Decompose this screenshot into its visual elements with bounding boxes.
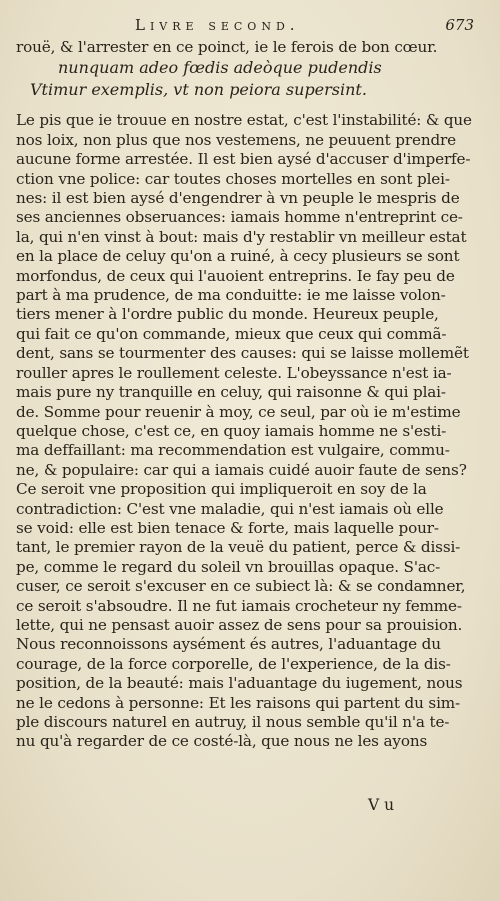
- text-line: Le pis que ie trouue en nostre estat, c'est l'instabilité: & que: [16, 111, 472, 130]
- quote-line: nunquam adeo fœdis adeòque pudendis: [58, 58, 382, 78]
- text-line: rouller apres le roullement celeste. L'obeyssance n'est ia-: [16, 363, 452, 382]
- text-line: ses anciennes obseruances: iamais homme n'entreprint ce-: [16, 208, 463, 227]
- text-line: mais pure ny tranquille en celuy, qui raisonne & qui plai-: [16, 383, 446, 402]
- text-line: tiers mener à l'ordre public du monde. Heureux peuple,: [16, 305, 439, 324]
- spacer: [16, 101, 472, 111]
- text-line: la, qui n'en vinst à bout: mais d'y restablir vn meilleur estat: [16, 227, 467, 246]
- text-line: de. Somme pour reuenir à moy, ce seul, par où ie m'estime: [16, 402, 461, 421]
- text-line: qui fait ce qu'on commande, mieux que ceux qui commã-: [16, 324, 447, 343]
- text-line: Ce seroit vne proposition qui impliqueroit en soy de la: [16, 480, 427, 499]
- text-line: nes: il est bien aysé d'engendrer à vn peuple le mespris de: [16, 189, 460, 208]
- text-line: ma deffaillant: ma recommendation est vulgaire, commu-: [16, 441, 450, 460]
- paragraph: [16, 111, 472, 751]
- text-line: aucune forme arrestée. Il est bien aysé d'accuser d'imperfe-: [16, 150, 471, 169]
- text-line: ction vne police: car toutes choses mortelles en sont plei-: [16, 169, 450, 188]
- catchword: V u: [368, 796, 395, 814]
- text-line: ce seroit s'absoudre. Il ne fut iamais crocheteur ny femme-: [16, 596, 462, 615]
- text-line: courage, de la force corporelle, de l'experience, de la dis-: [16, 654, 451, 673]
- text-line: Nous reconnoissons aysément és autres, l'aduantage du: [16, 635, 441, 654]
- quote-line: Vtimur exemplis, vt non peiora supersint.: [30, 80, 367, 100]
- text-line: ne le cedons à personne: Et les raisons qui partent du sim-: [16, 693, 461, 712]
- text-line: ne, & populaire: car qui a iamais cuidé auoir faute de sens?: [16, 460, 467, 479]
- text-line: contradiction: C'est vne maladie, qui n'est iamais où elle: [16, 499, 444, 518]
- page-number: 673: [445, 16, 474, 34]
- text-block: [16, 38, 472, 752]
- text-line: ple discours naturel en autruy, il nous semble qu'il n'a te-: [16, 713, 450, 731]
- text-line: nu qu'à regarder de ce costé-là, que nous ne les ayons: [16, 732, 428, 751]
- text-line: pe, comme le regard du soleil vn brouillas opaque. S'ac-: [16, 557, 441, 576]
- text-line: tant, le premier rayon de la veuë du patient, perce & dissi-: [16, 538, 461, 557]
- text-line: lette, qui ne pensast auoir assez de sens pour sa prouision.: [16, 615, 463, 634]
- page-header: [0, 14, 500, 38]
- text-line: cuser, ce seroit s'excuser en ce subiect là: & se condamner,: [16, 577, 466, 596]
- latin-quotation: [16, 57, 472, 101]
- running-head: Livre second.: [135, 16, 300, 34]
- text-line: part à ma prudence, de ma conduitte: ie me laisse volon-: [16, 286, 446, 305]
- text-line: se void: elle est bien tenace & forte, mais laquelle pour-: [16, 518, 439, 537]
- opening-line: rouë, & l'arrester en ce poinct, ie le ferois de bon cœur.: [16, 38, 438, 56]
- text-line: morfondus, de ceux qui l'auoient entreprins. Ie fay peu de: [16, 266, 455, 285]
- text-line: quelque chose, c'est ce, en quoy iamais homme ne s'esti-: [16, 421, 447, 440]
- text-line: nos loix, non plus que nos vestemens, ne peuuent prendre: [16, 130, 456, 149]
- text-line: position, de la beauté: mais l'aduantage du iugement, nous: [16, 674, 463, 693]
- text-line: dent, sans se tourmenter des causes: qui se laisse mollemẽt: [16, 344, 469, 363]
- text-line: en la place de celuy qu'on a ruiné, à cecy plusieurs se sont: [16, 247, 460, 266]
